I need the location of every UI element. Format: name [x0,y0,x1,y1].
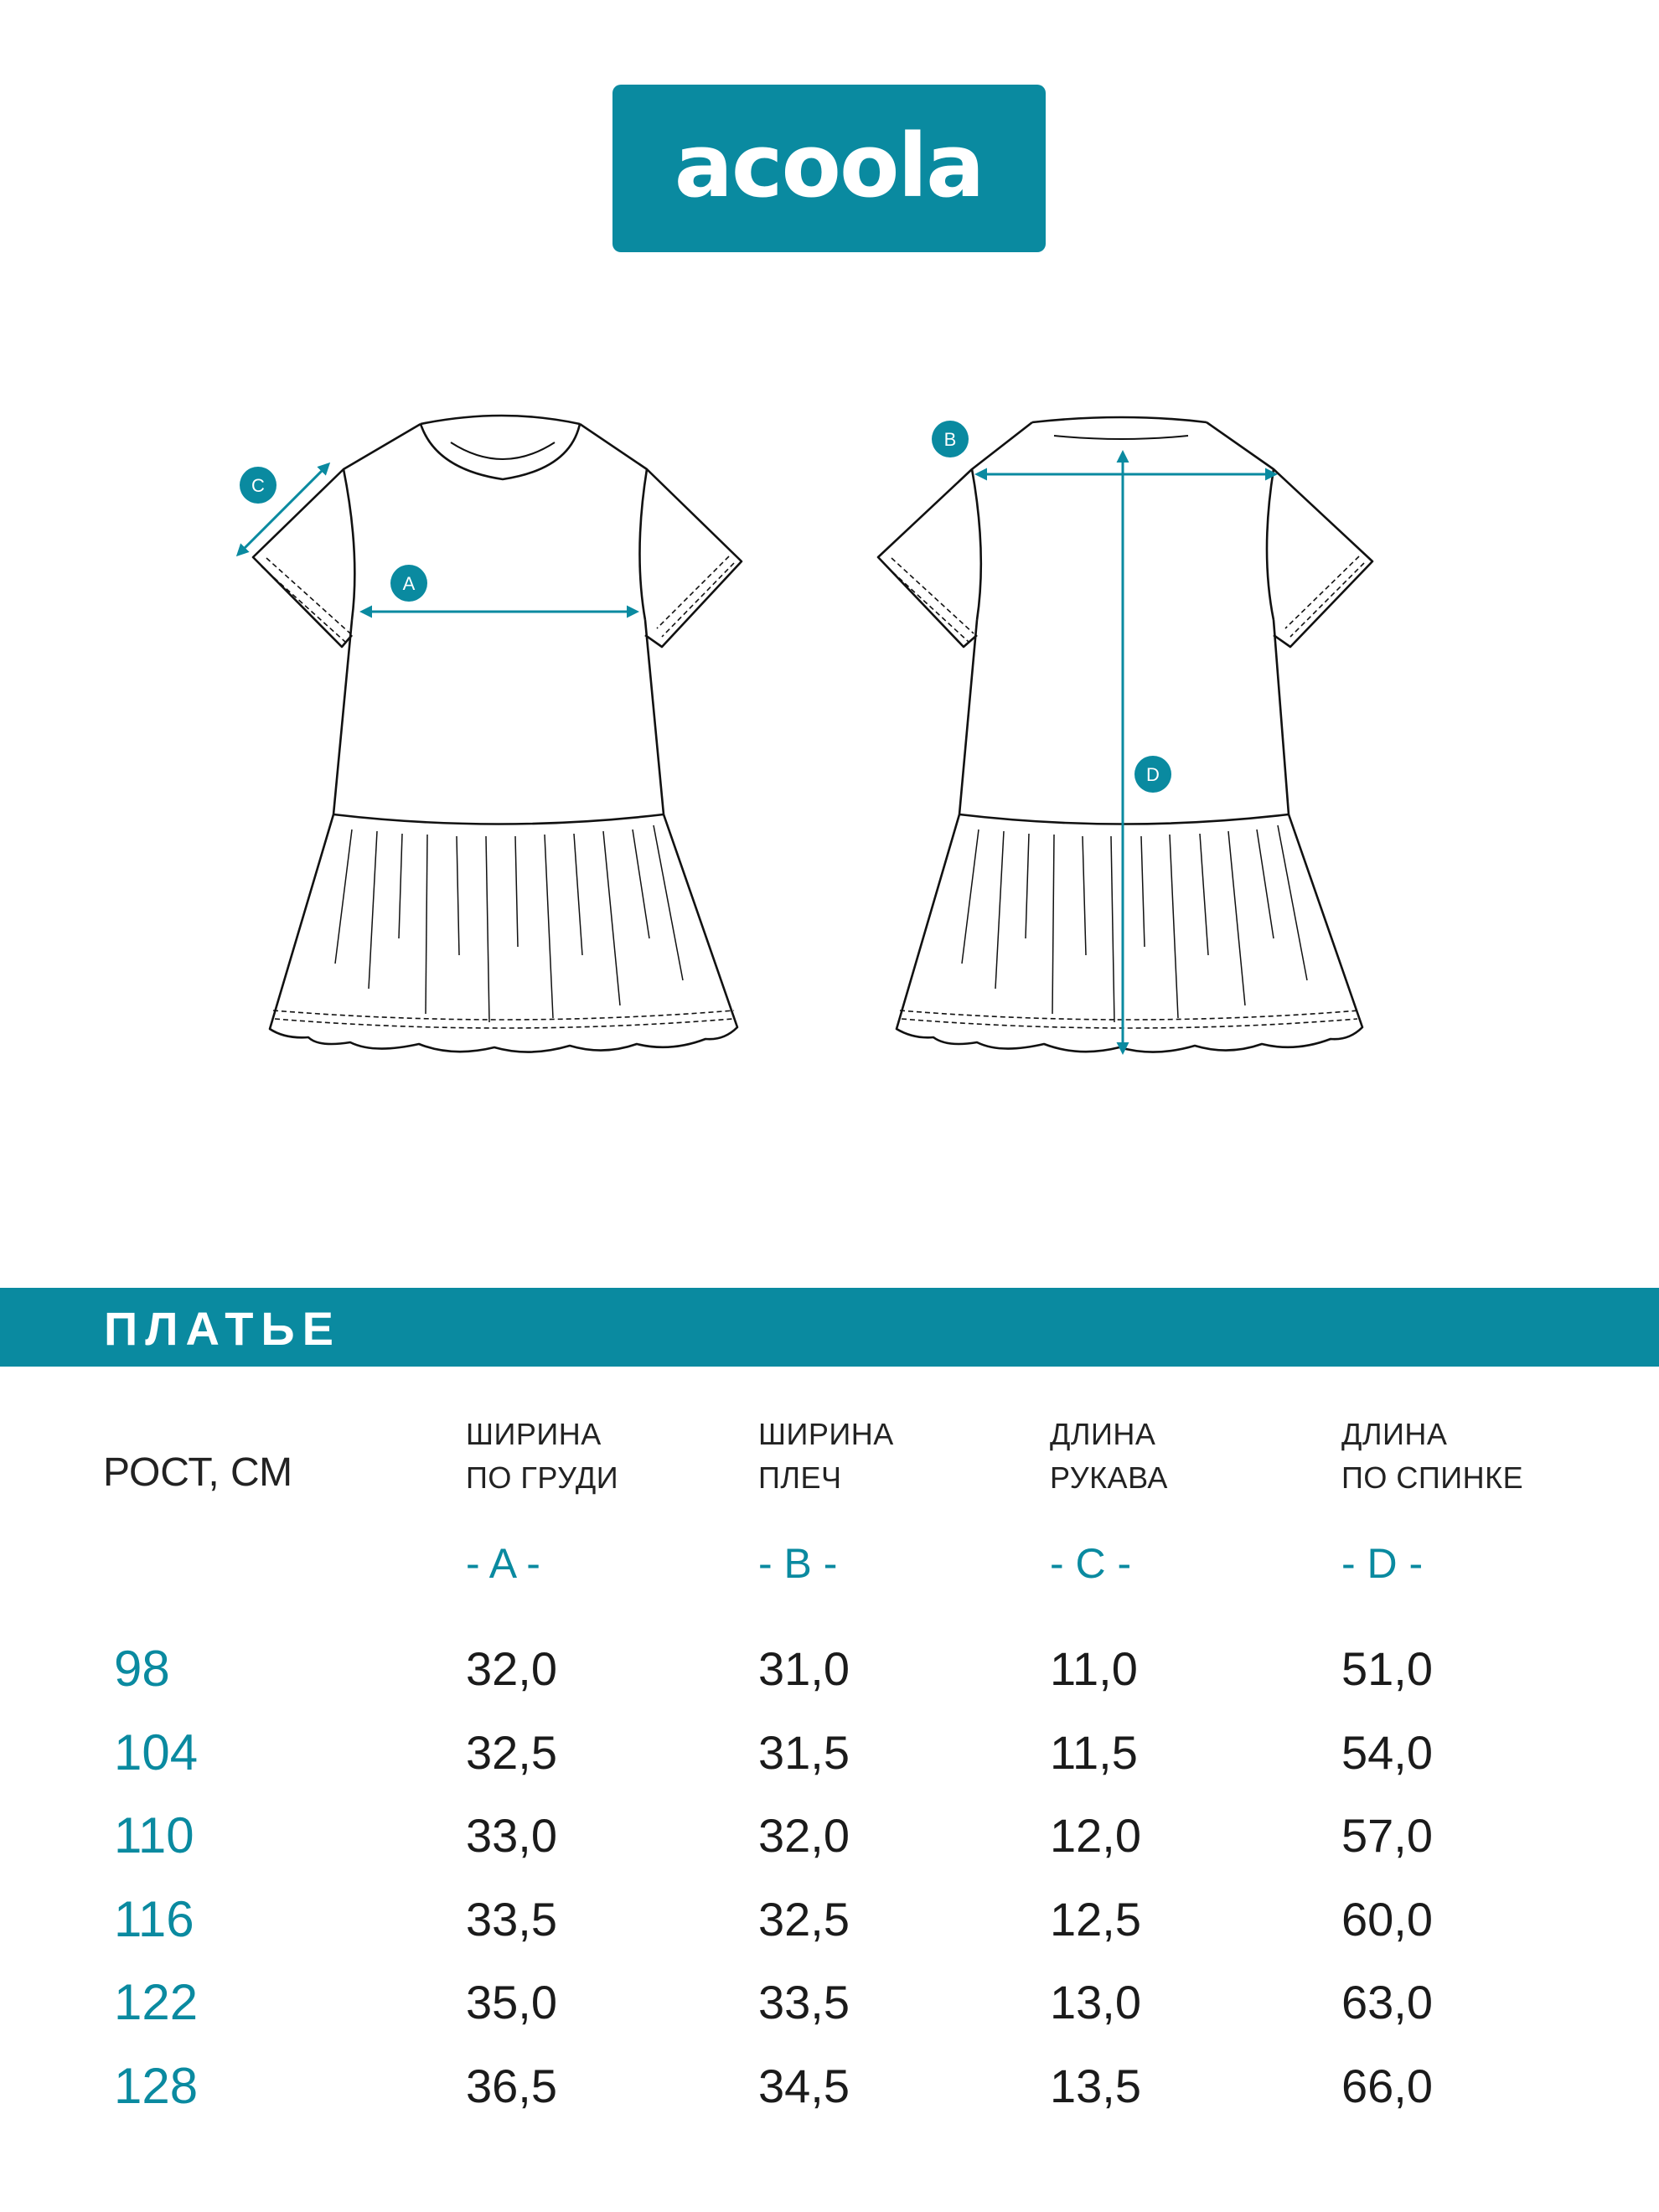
cell-d: 51,0 [1341,1642,1433,1695]
marker-b [932,421,969,457]
col-b-header-line2: ПЛЕЧ [758,1460,842,1495]
row-height: 110 [114,1807,194,1863]
row-height: 104 [114,1724,199,1780]
marker-c [240,467,276,504]
cell-a: 36,5 [466,2060,557,2112]
cell-a: 32,0 [466,1642,557,1695]
col-d-header-line2: ПО СПИНКЕ [1341,1460,1524,1495]
cell-b: 32,0 [758,1809,850,1862]
marker-d [1134,756,1171,793]
col-b-header-line1: ШИРИНА [758,1417,894,1451]
height-column-header: РОСТ, СМ [103,1450,293,1495]
col-d-header-line1: ДЛИНА [1341,1417,1448,1451]
brand-logo-mark [612,85,1046,252]
cell-b: 34,5 [758,2060,850,2112]
garment-sketch [0,360,1659,1114]
marker-a [390,565,427,602]
cell-c: 11,0 [1050,1642,1138,1695]
cell-b: 33,5 [758,1976,850,2029]
cell-a: 33,0 [466,1809,557,1862]
cell-b: 31,0 [758,1642,850,1695]
col-a-code: - A - [466,1540,540,1587]
col-a-header-line1: ШИРИНА [466,1417,602,1451]
cell-c: 12,5 [1050,1893,1141,1946]
cell-c: 11,5 [1050,1726,1138,1779]
row-height: 98 [114,1641,170,1697]
svg-text:B: B [943,429,957,450]
col-a-header-line2: ПО ГРУДИ [466,1460,619,1495]
cell-c: 13,5 [1050,2060,1141,2112]
brand-logo [612,85,1046,252]
cell-a: 33,5 [466,1893,557,1946]
svg-text:D: D [1146,764,1160,785]
cell-c: 12,0 [1050,1809,1141,1862]
cell-d: 57,0 [1341,1809,1433,1862]
col-c-header-line1: ДЛИНА [1050,1417,1156,1451]
col-b-header [758,1413,894,1500]
brand-logo-text: acoola [674,115,984,217]
cell-d: 60,0 [1341,1893,1433,1946]
col-a-header [466,1413,618,1500]
svg-text:A: A [402,573,416,594]
col-c-header-line2: РУКАВА [1050,1460,1168,1495]
section-title: ПЛАТЬЕ [104,1302,342,1355]
measurement-lines [238,452,1275,1052]
dress-front-view [253,416,742,1052]
dress-back-view [878,417,1372,1052]
col-d-header [1341,1413,1523,1500]
cell-b: 32,5 [758,1893,850,1946]
svg-text:C: C [251,475,265,496]
row-height: 128 [114,2058,199,2114]
cell-d: 66,0 [1341,2060,1433,2112]
cell-a: 35,0 [466,1976,557,2029]
cell-d: 54,0 [1341,1726,1433,1779]
col-b-code: - B - [758,1540,838,1587]
cell-d: 63,0 [1341,1976,1433,2029]
cell-c: 13,0 [1050,1976,1141,2029]
row-height: 122 [114,1974,199,2030]
col-c-code: - C - [1050,1540,1132,1587]
col-c-header [1050,1413,1168,1500]
row-height: 116 [114,1891,194,1947]
cell-b: 31,5 [758,1726,850,1779]
cell-a: 32,5 [466,1726,557,1779]
col-d-code: - D - [1341,1540,1424,1587]
